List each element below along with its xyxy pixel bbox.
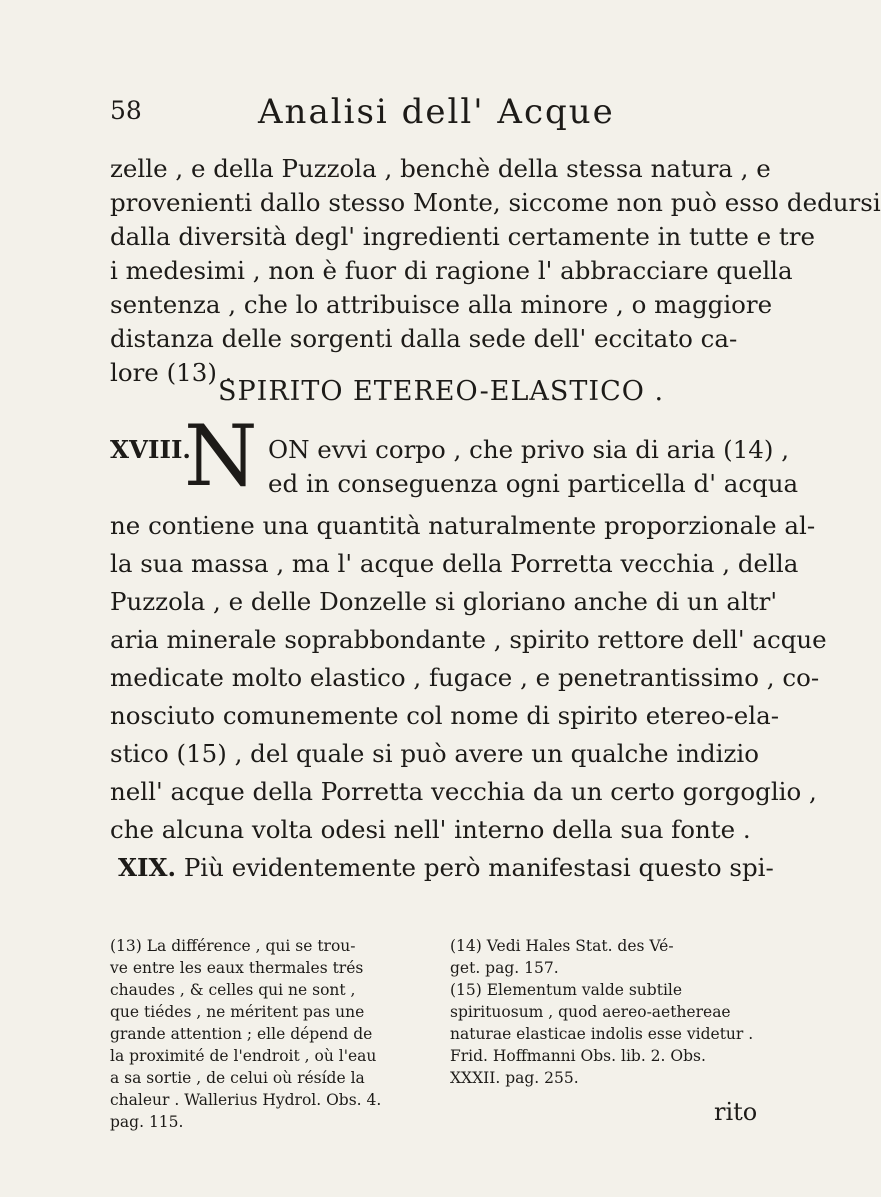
- footnote-line: XXXII. pag. 255.: [450, 1069, 579, 1087]
- text-line: medicate molto elastico , fugace , e penetrantissimo , co-: [110, 663, 820, 692]
- text-line: zelle , e della Puzzola , benchè della stessa natura , e: [110, 154, 771, 183]
- text-line: [118, 851, 773, 885]
- section-number: [110, 433, 190, 467]
- catchword: rito: [714, 1098, 758, 1126]
- text-line: lore (13) .: [110, 358, 233, 387]
- footnote-line: ve entre les eaux thermales trés: [110, 959, 364, 977]
- section-number-text: XVIII.: [110, 435, 191, 464]
- footnote-line: pag. 115.: [110, 1113, 184, 1131]
- text-line: la sua massa , ma l' acque della Porretta vecchia , della: [110, 549, 799, 578]
- footnote-line: naturae elasticae indolis esse videtur .: [450, 1025, 754, 1043]
- footnote-line: get. pag. 157.: [450, 959, 559, 977]
- footnote-line: chaleur . Wallerius Hydrol. Obs. 4.: [110, 1091, 382, 1109]
- footnote-line: Frid. Hoffmanni Obs. lib. 2. Obs.: [450, 1047, 706, 1065]
- section-number-text: XIX.: [118, 853, 177, 882]
- text-line: dalla diversità degl' ingredienti certamente in tutte e tre: [110, 222, 815, 251]
- section-title: SPIRITO ETEREO-ELASTICO .: [218, 376, 665, 407]
- footnote-line: grande attention ; elle dépend de: [110, 1025, 373, 1043]
- text-line: che alcuna volta odesi nell' interno della sua fonte .: [110, 815, 751, 844]
- footnote-line: la proximité de l'endroit , où l'eau: [110, 1047, 377, 1065]
- footnote-line: chaudes , & celles qui ne sont ,: [110, 981, 356, 999]
- text-line: stico (15) , del quale si può avere un qualche indizio: [110, 739, 759, 768]
- text-line: distanza delle sorgenti dalla sede dell' eccitato ca-: [110, 324, 738, 353]
- text-line: nell' acque della Porretta vecchia da un certo gorgoglio ,: [110, 777, 817, 806]
- running-title: Analisi dell' Acque: [258, 92, 615, 132]
- text-line: i medesimi , non è fuor di ragione l' abbracciare quella: [110, 256, 793, 285]
- footnote-line: que tiédes , ne méritent pas une: [110, 1003, 365, 1021]
- running-header: [110, 92, 750, 132]
- footnote-line: spirituosum , quod aereo-aethereae: [450, 1003, 731, 1021]
- footnote-line: (15) Elementum valde subtile: [450, 981, 683, 999]
- text-line: ne contiene una quantità naturalmente proporzionale al-: [110, 511, 816, 540]
- text-line: ON evvi corpo , che privo sia di aria (14) ,: [268, 435, 790, 464]
- drop-cap: N: [184, 407, 258, 505]
- text-line: ed in conseguenza ogni particella d' acqua: [268, 469, 799, 498]
- page-number: 58: [110, 96, 142, 125]
- text-line: aria minerale soprabbondante , spirito rettore dell' acque: [110, 625, 827, 654]
- footnote-line: a sa sortie , de celui où résíde la: [110, 1069, 365, 1087]
- text-line: provenienti dallo stesso Monte, siccome non può esso dedursi: [110, 188, 881, 217]
- text-line-content: Più evidentemente però manifestasi questo spi-: [183, 853, 774, 882]
- footnote-line: (14) Vedi Hales Stat. des Vé-: [450, 937, 674, 955]
- footnote-column-left: [110, 935, 428, 1133]
- footnote-column-right: [450, 935, 768, 1089]
- text-line: nosciuto comunemente col nome di spirito etereo-ela-: [110, 701, 780, 730]
- text-line: sentenza , che lo attribuisce alla minore , o maggiore: [110, 290, 773, 319]
- footnote-line: (13) La différence , qui se trou-: [110, 937, 356, 955]
- text-line: Puzzola , e delle Donzelle si gloriano anche di un altr': [110, 587, 778, 616]
